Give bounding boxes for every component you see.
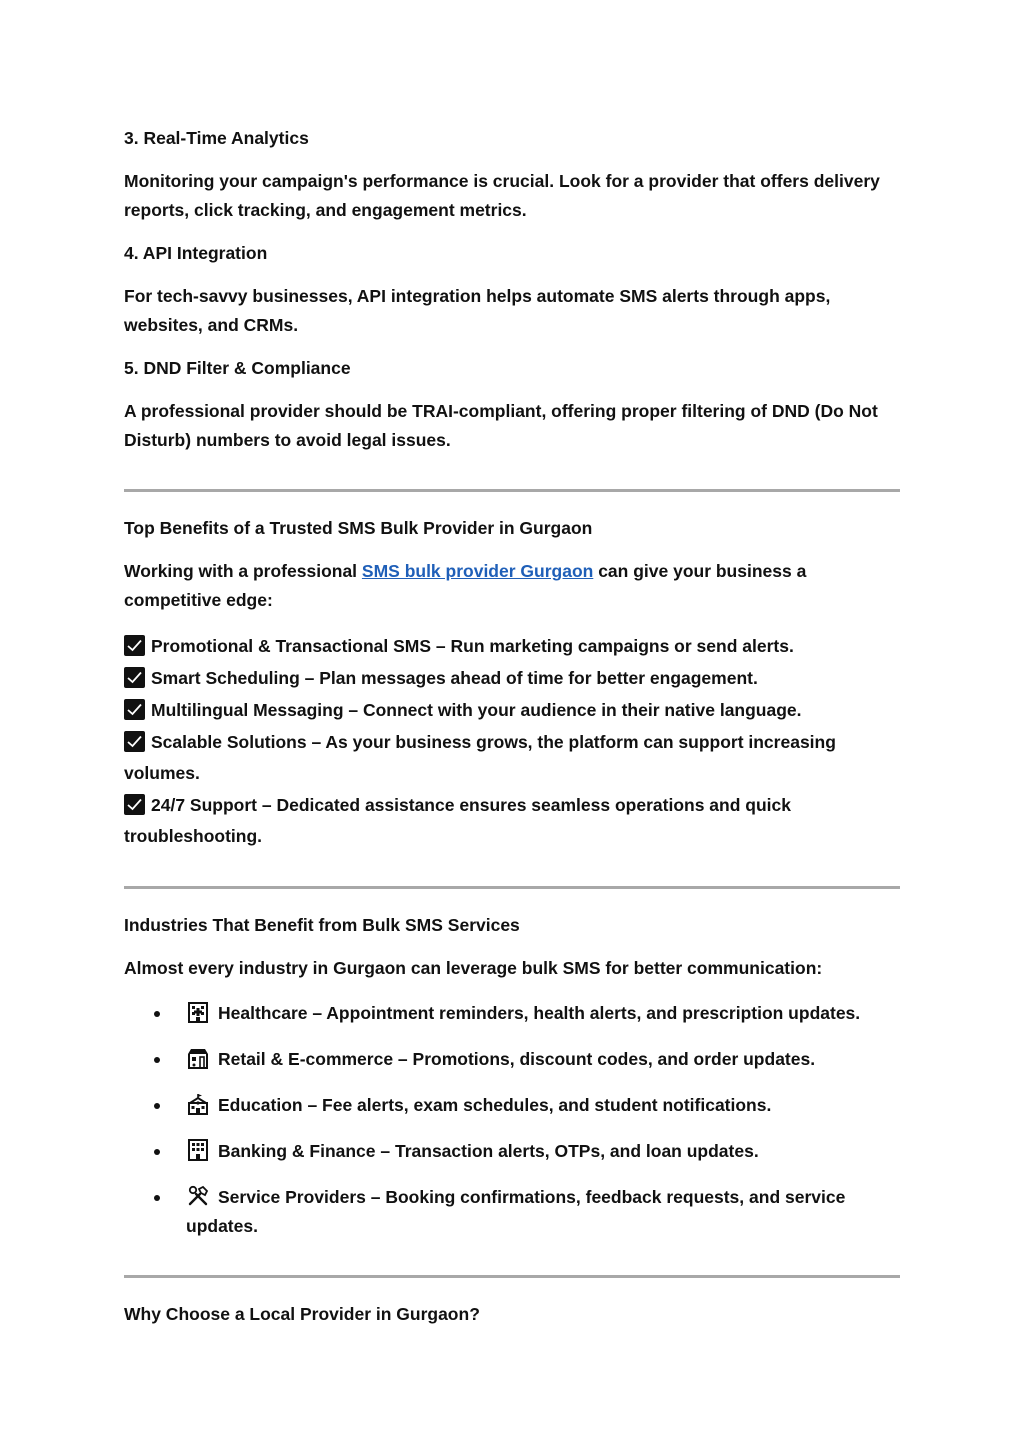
industries-list (124, 999, 900, 1241)
bullet-icon (154, 1195, 160, 1201)
bullet-icon (154, 1011, 160, 1017)
industry-item (124, 999, 900, 1028)
check-mark-icon (124, 794, 145, 815)
industry-item (124, 1183, 900, 1241)
feature-heading: 5. DND Filter & Compliance (124, 358, 351, 378)
section-divider (124, 886, 900, 889)
benefits-list (124, 631, 900, 852)
benefit-text: Multilingual Messaging – Connect with your audience in their native language. (151, 700, 802, 720)
industries-heading: Industries That Benefit from Bulk SMS Services (124, 915, 520, 935)
industry-item (124, 1137, 900, 1166)
check-mark-icon (124, 635, 145, 656)
industry-text: Education – Fee alerts, exam schedules, and student notifications. (218, 1095, 772, 1115)
bullet-icon (154, 1149, 160, 1155)
benefit-item (124, 790, 824, 852)
intro-text: can give your business a competitive edge: (124, 561, 807, 610)
benefits-intro (124, 557, 900, 615)
check-mark-icon (124, 699, 145, 720)
benefit-item (124, 695, 900, 726)
benefit-text: Promotional & Transactional SMS – Run marketing campaigns or send alerts. (151, 636, 794, 656)
benefit-text: Scalable Solutions – As your business grows, the platform can support increasing volumes. (124, 732, 836, 783)
industry-text: Healthcare – Appointment reminders, health alerts, and prescription updates. (218, 1003, 861, 1023)
feature-body: Monitoring your campaign's performance is crucial. Look for a provider that offers delivery reports, click tracking, and engagement metrics. (124, 171, 880, 220)
bullet-icon (154, 1057, 160, 1063)
feature-heading: 4. API Integration (124, 243, 268, 263)
industry-text: Service Providers – Booking confirmations, feedback requests, and service updates. (186, 1187, 846, 1236)
industry-item (124, 1045, 900, 1074)
sms-bulk-provider-link[interactable]: SMS bulk provider Gurgaon (361, 561, 594, 581)
school-icon (186, 1092, 210, 1116)
section-divider (124, 1275, 900, 1278)
benefit-item (124, 727, 864, 789)
benefits-heading: Top Benefits of a Trusted SMS Bulk Provider in Gurgaon (124, 518, 593, 538)
benefit-item (124, 631, 900, 662)
why-local-heading: Why Choose a Local Provider in Gurgaon? (124, 1304, 480, 1324)
hospital-icon (186, 1000, 210, 1024)
industry-text: Banking & Finance – Transaction alerts, OTPs, and loan updates. (218, 1141, 759, 1161)
tools-icon (186, 1184, 210, 1208)
section-divider (124, 489, 900, 492)
bullet-icon (154, 1103, 160, 1109)
benefit-item (124, 663, 900, 694)
check-mark-icon (124, 731, 145, 752)
page-content (124, 124, 900, 1329)
industry-item (124, 1091, 900, 1120)
bank-building-icon (186, 1138, 210, 1162)
feature-body: A professional provider should be TRAI-compliant, offering proper filtering of DND (Do Not Disturb) numbers to avoid legal issues. (124, 401, 878, 450)
feature-body: For tech-savvy businesses, API integration helps automate SMS alerts through apps, websites, and CRMs. (124, 286, 831, 335)
industry-text: Retail & E-commerce – Promotions, discount codes, and order updates. (218, 1049, 816, 1069)
benefit-text: 24/7 Support – Dedicated assistance ensures seamless operations and quick troubleshooting. (124, 795, 791, 846)
check-mark-icon (124, 667, 145, 688)
feature-heading: 3. Real-Time Analytics (124, 128, 309, 148)
industries-intro: Almost every industry in Gurgaon can leverage bulk SMS for better communication: (124, 958, 823, 978)
intro-text: Working with a professional (124, 561, 362, 581)
benefit-text: Smart Scheduling – Plan messages ahead of time for better engagement. (151, 668, 758, 688)
department-store-icon (186, 1046, 210, 1070)
